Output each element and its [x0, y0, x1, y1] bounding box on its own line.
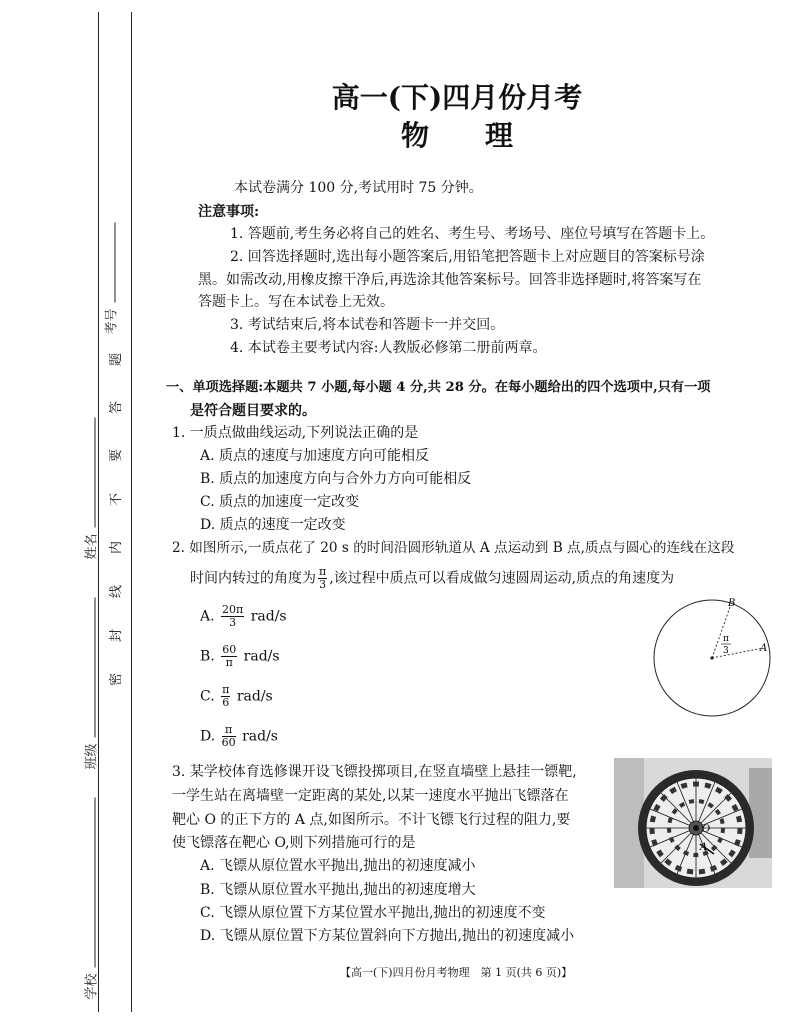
q3-option-d: D. 飞镖从原位置下方某位置斜向下方抛出,抛出的初速度减小	[200, 928, 575, 944]
exam-note: 本试卷满分 100 分,考试用时 75 分钟。	[234, 180, 483, 196]
kaohao-field	[101, 195, 120, 335]
q2-option-d-den: 60	[221, 736, 236, 749]
banji-label: 班级	[84, 743, 100, 770]
q2-option-a-unit: rad/s	[250, 608, 287, 625]
instructions-heading: 注意事项:	[198, 204, 260, 220]
q2-option-c-unit: rad/s	[236, 688, 273, 705]
q2-angle-fraction	[318, 566, 327, 591]
subject-title: 物 理	[400, 119, 513, 152]
q3-stem-line3: 靶心 O 的正下方的 A 点,如图所示。不计飞镖飞行过程的阻力,要	[172, 812, 571, 828]
q2-option-c-den: 6	[222, 696, 230, 709]
q2-option-b-den: π	[225, 656, 233, 669]
xingming-field	[81, 380, 100, 560]
instruction-3: 3. 考试结束后,将本试卷和答题卡一并交回。	[230, 317, 505, 333]
page-footer: 【高一(下)四月份月考物理 第 1 页(共 6 页)】	[340, 966, 573, 979]
q2-option-d-num: π	[222, 724, 236, 737]
q1-stem: 1. 一质点做曲线运动,下列说法正确的是	[172, 425, 419, 441]
point-a-label: A	[760, 643, 768, 654]
angle-num-label: π	[723, 634, 729, 644]
q1-option-c: C. 质点的加速度一定改变	[200, 494, 360, 510]
q1-option-a: A. 质点的速度与加速度方向可能相反	[200, 448, 430, 464]
xingming-label: 姓名	[84, 533, 100, 560]
instruction-2-cont: 黑。如需改动,用橡皮擦干净后,再选涂其他答案标号。回答非选择题时,将答案写在	[198, 272, 702, 288]
q2-option-b-num: 60	[222, 643, 237, 656]
angle-den-label: 3	[723, 646, 729, 656]
q3-stem-line4: 使飞镖落在靶心 O,则下列措施可行的是	[172, 835, 416, 851]
kaohao-label: 考号	[104, 308, 120, 335]
q2-option-d	[200, 724, 278, 749]
section1-heading: 一、单项选择题:本题共 7 小题,每小题 4 分,共 28 分。在每小题给出的四个选项中,只有一项	[166, 380, 711, 395]
q1-option-d: D. 质点的速度一定改变	[200, 517, 346, 533]
q2-option-a	[200, 604, 287, 629]
instruction-2-end: 答题卡上。写在本试卷上无效。	[198, 294, 394, 310]
q2-option-a-num: 20π	[222, 603, 244, 616]
q2-option-b-unit: rad/s	[243, 648, 280, 665]
xuexiao-label: 学校	[84, 973, 100, 1000]
q2-option-b-fraction	[221, 644, 237, 669]
seal-char-1: 密	[109, 672, 125, 687]
xuexiao-field	[81, 780, 100, 1000]
instruction-1: 1. 答题前,考生务必将自己的姓名、考生号、考场号、座位号填写在答题卡上。	[230, 226, 715, 242]
point-a-label: A	[700, 842, 708, 853]
q2-stem-line2	[190, 566, 674, 591]
q2-angle-den: 3	[319, 578, 327, 591]
instruction-4: 4. 本试卷主要考试内容:人教版必修第二册前两章。	[230, 340, 547, 356]
wall-shadow-right	[749, 768, 772, 858]
q2-option-b-letter: B.	[200, 648, 215, 665]
instruction-2: 2. 回答选择题时,选出每小题答案后,用铅笔把答题卡上对应题目的答案标号涂	[230, 249, 705, 265]
q3-option-b: B. 飞镖从原位置水平抛出,抛出的初速度增大	[200, 882, 476, 898]
q2-option-a-letter: A.	[200, 608, 215, 625]
seal-char-3: 线	[109, 584, 125, 599]
q2-stem-pre: 时间内转过的角度为	[190, 570, 316, 587]
dartboard-bullseye	[693, 825, 699, 831]
seal-char-4: 内	[109, 540, 125, 555]
seal-char-7: 答	[109, 400, 125, 415]
section1-heading-cont: 是符合题目要求的。	[190, 403, 316, 419]
q2-option-d-unit: rad/s	[242, 728, 278, 745]
q2-angle-num: π	[319, 565, 327, 578]
q3-option-a: A. 飞镖从原位置水平抛出,抛出的初速度减小	[200, 858, 476, 874]
q2-option-c	[200, 684, 273, 709]
q2-option-c-num: π	[222, 683, 230, 696]
q2-stem-line1: 2. 如图所示,一质点花了 20 s 的时间沿圆形轨道从 A 点运动到 B 点,质点与圆心的连线在这段	[172, 540, 735, 556]
seal-char-5: 不	[109, 492, 125, 507]
q3-stem-line1: 3. 某学校体育选修课开设飞镖投掷项目,在竖直墙壁上悬挂一镖靶,	[172, 764, 577, 780]
exam-title: 高一(下)四月份月考	[331, 81, 583, 114]
q2-option-d-letter: D.	[200, 728, 216, 745]
q1-option-b: B. 质点的加速度方向与合外力方向可能相反	[200, 471, 472, 487]
q2-option-d-fraction	[222, 724, 236, 749]
seal-char-2: 封	[109, 628, 125, 643]
q2-option-c-fraction	[221, 684, 230, 709]
point-b-label: B	[728, 598, 736, 609]
binding-line-inner	[131, 12, 132, 1012]
seal-char-6: 要	[109, 448, 125, 463]
q2-option-a-fraction	[221, 604, 244, 629]
banji-field	[81, 570, 100, 770]
q2-option-c-letter: C.	[200, 688, 215, 705]
q2-option-b	[200, 644, 280, 669]
q3-dartboard-figure	[614, 758, 772, 888]
q2-stem-post: ,该过程中质点可以看成做匀速圆周运动,质点的角速度为	[329, 570, 675, 587]
q3-option-c: C. 飞镖从原位置下方某位置水平抛出,抛出的初速度不变	[200, 905, 546, 921]
q2-circle-figure	[650, 596, 775, 746]
radius-to-a	[712, 648, 763, 658]
q3-stem-line2: 一学生站在离墙壁一定距离的某处,以某一速度水平抛出飞镖落在	[172, 788, 569, 804]
seal-char-8: 题	[109, 352, 125, 367]
q2-option-a-den: 3	[229, 616, 237, 629]
point-o-label: O	[702, 824, 711, 835]
